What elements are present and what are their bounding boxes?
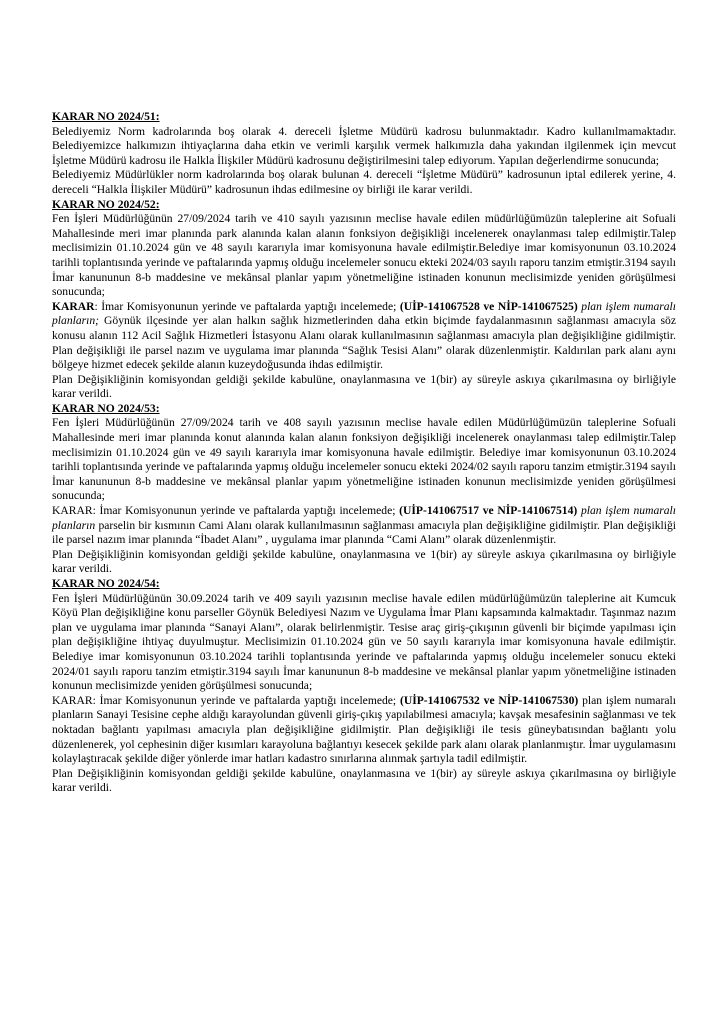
decision-51-result: Belediyemiz Müdürlükler norm kadrolarında boş olarak bulunan 4. dereceli “İşletme Müdürü” kadrosunun iptal edilerek yerine, 4. dereceli “Halkla İlişkiler Müdürü” kadrosunun ihdas edilmesine oy birliği ile karar verildi. [52,168,676,196]
plan-ids: (UİP-141067517 ve NİP-141067514) [399,504,578,518]
karar-body: Göynük ilçesinde yer alan halkın sağlık hizmetlerinden daha etkin biçimde faydalanmasının sağlanması amacıyla söz konusu alanın 112 Acil Sağlık Hizmetleri İstasyonu Alanı olarak kullanılmasının sağlanması amacıyla plan değişikliğine gidilmiştir. Plan değişikliği ile parsel nazım ve uygulama imar planında “Sağlık Tesisi Alanı” olarak düzenlenmiştir. Kaldırılan park alanı aynı bölgeye hizmet edecek şekilde alanın kuzeydoğusunda ihdas edilmiştir. [52,314,676,372]
decision-53-text: Fen İşleri Müdürlüğünün 27/09/2024 tarih ve 408 sayılı yazısının meclise havale edilen Müdürlüğümüzün taleplerine Sofuali Mahallesinde meri imar planında konut alanında kalan alanın fonksiyon değişikliği incelenerek onaylanması talep edilmiştir.Talep meclisimizin 01.10.2024 gün ve 49 sayılı kararıyla imar komisyonuna havale edilmiştir. Belediye imar komisyonunun 03.10.2024 tarihli toplantısında yerinde ve paftalarında yapmış olduğu incelemeler sonucu ekteki 2024/02 sayılı raporu tanzim etmiştir.3194 sayılı İmar kanununun 8-b maddesine ve mekânsal planlar yapım yönetmeliğine istinaden konunun meclisimizde yeniden görüşülmesi sonucunda; [52,416,676,503]
document-page [52,110,676,796]
karar-label: KARAR [52,299,95,313]
karar-label: KARAR [52,504,93,518]
karar-body: Sanayi Tesisine cephe aldığı karayolundan güvenli giriş-çıkış yapılabilmesi amacıyla; kavşak mesafesinin sağlanması ve tek noktadan bağlantı yapılması amacıyla plan değişikliğine gidilmiştir. Plan değişikliği ile tesis güneybatısından bağlantı yolu düzenlenerek, yol cephesinin diğer kısımları karayoluna bağlantıyı kesecek şekilde park alanı olarak planlanmıştır. İmar uygulamasını kolaylaştıracak şekilde diğer yönlerde imar hatları kadastro sınırlarına alınmak şartıyla tadil edilmiştir. [52,708,676,766]
plan-ids: (UİP-141067532 ve NİP-141067530) [399,693,579,707]
decision-54-text: Fen İşleri Müdürlüğünün 30.09.2024 tarih ve 409 sayılı yazısının meclise havale edilen müdürlüğümüzün taleplerine ait Kumcuk Köyü Plan değişikliğine konu parseller Göynük Belediyesi Nazım ve Uygulama İmar Planı kapsamında kalmaktadır. Taşınmaz nazım plan ve uygulama imar planında “Sanayi Alanı”, olarak belirlenmiştir. Tesise araç giriş-çıkışının güvenli bir biçimde yapılması için plan değişikliğine ihtiyaç duyulmuştur. Meclisimizin 01.10.2024 gün ve 50 sayılı kararıyla imar komisyonuna havale edilmiştir. Belediye imar komisyonunun 03.10.2024 tarihli toplantısında yerinde ve paftalarında yapmış olduğu incelemeler sonucu ekteki 2024/01 sayılı raporu tanzim etmiştir.3194 sayılı İmar kanununun 8-b maddesine ve mekânsal planlar yapım yönetmeliğine istinaden konunun meclisimizde yeniden görüşülmesi sonucunda; [52,591,676,693]
decision-heading-54: KARAR NO 2024/54: [52,577,160,590]
decision-53-karar [52,504,676,548]
decision-heading-53: KARAR NO 2024/53: [52,401,160,415]
decision-54-karar [52,694,676,767]
decision-heading-52: KARAR NO 2024/52: [52,197,160,211]
decision-52-karar [52,300,676,373]
plan-ids: (UİP-141067528 ve NİP-141067525) [399,299,578,313]
decision-53-closing: Plan Değişikliğinin komisyondan geldiği şekilde kabulüne, onaylanmasına ve 1(bir) ay süreyle askıya çıkarılmasına oy birliğiyle karar verildi. [52,547,676,576]
karar-body: parselin bir kısmının Cami Alanı olarak kullanılmasının sağlanması amacıyla plan değişikliğine gidilmiştir. Plan değişikliği ile parsel nazım imar planında “İbadet Alanı” , uygulama imar planında “Cami Alanı” olarak düzenlenmiştir. [52,518,676,547]
decision-heading-51: KARAR NO 2024/51: [52,110,160,123]
plan-suffix: plan işlem numaralı planların [52,693,676,722]
decision-52-text: Fen İşleri Müdürlüğünün 27/09/2024 tarih ve 410 sayılı yazısının meclise havale edilen müdürlüğümüzün taleplerine ait Sofuali Mahallesinde meri imar planında park alanında kalan alanın fonksiyon değişikliği incelenerek onaylanması talep edilmiştir.Talep meclisimizin 01.10.2024 gün ve 48 sayılı kararıyla imar komisyonuna havale edilmiştir.Belediye imar komisyonunun 03.10.2024 tarihli toplantısında yerinde ve paftalarında yapmış olduğu incelemeler sonucu ekteki 2024/03 sayılı raporu tanzim etmiştir.3194 sayılı İmar kanununun 8-b maddesine ve mekânsal planlar yapım yönetmeliğine istinaden konunun meclisimizde yeniden görüşülmesi sonucunda; [52,212,676,299]
karar-intro: : İmar Komisyonunun yerinde ve paftalarda yaptığı incelemede; [92,504,400,518]
decision-54-closing: Plan Değişikliğinin komisyondan geldiği şekilde kabulüne, onaylanmasına ve 1(bir) ay süreyle askıya çıkarılmasına oy birliğiyle karar verildi. [52,766,676,795]
karar-intro: : İmar Komisyonunun yerinde ve paftalarda yaptığı incelemede; [92,693,400,707]
decision-51-text: Belediyemiz Norm kadrolarında boş olarak 4. dereceli İşletme Müdürü kadrosu bulunmaktadır. Kadro kullanılmamaktadır. Belediyemizce halkımızın ihtiyaçlarına daha etkin ve verimli karşılık vermek halkımızla daha yakından ilgilenmek için mevcut İşletme Müdürü kadrosu ile Halkla İlişkiler Müdürü kadrosunu değiştirilmesini talep ediyorum. Yapılan değerlendirme sonucunda; [52,124,676,167]
karar-label: KARAR [52,693,93,707]
plan-suffix: plan işlem numaralı planların; [52,299,676,328]
plan-suffix: plan işlem numaralı planların [52,504,677,532]
decision-52-closing: Plan Değişikliğinin komisyondan geldiği şekilde kabulüne, onaylanmasına ve 1(bir) ay süreyle askıya çıkarılmasına oy birliğiyle karar verildi. [52,372,676,401]
karar-intro: : İmar Komisyonunun yerinde ve paftalarda yaptığı incelemede; [94,299,400,313]
